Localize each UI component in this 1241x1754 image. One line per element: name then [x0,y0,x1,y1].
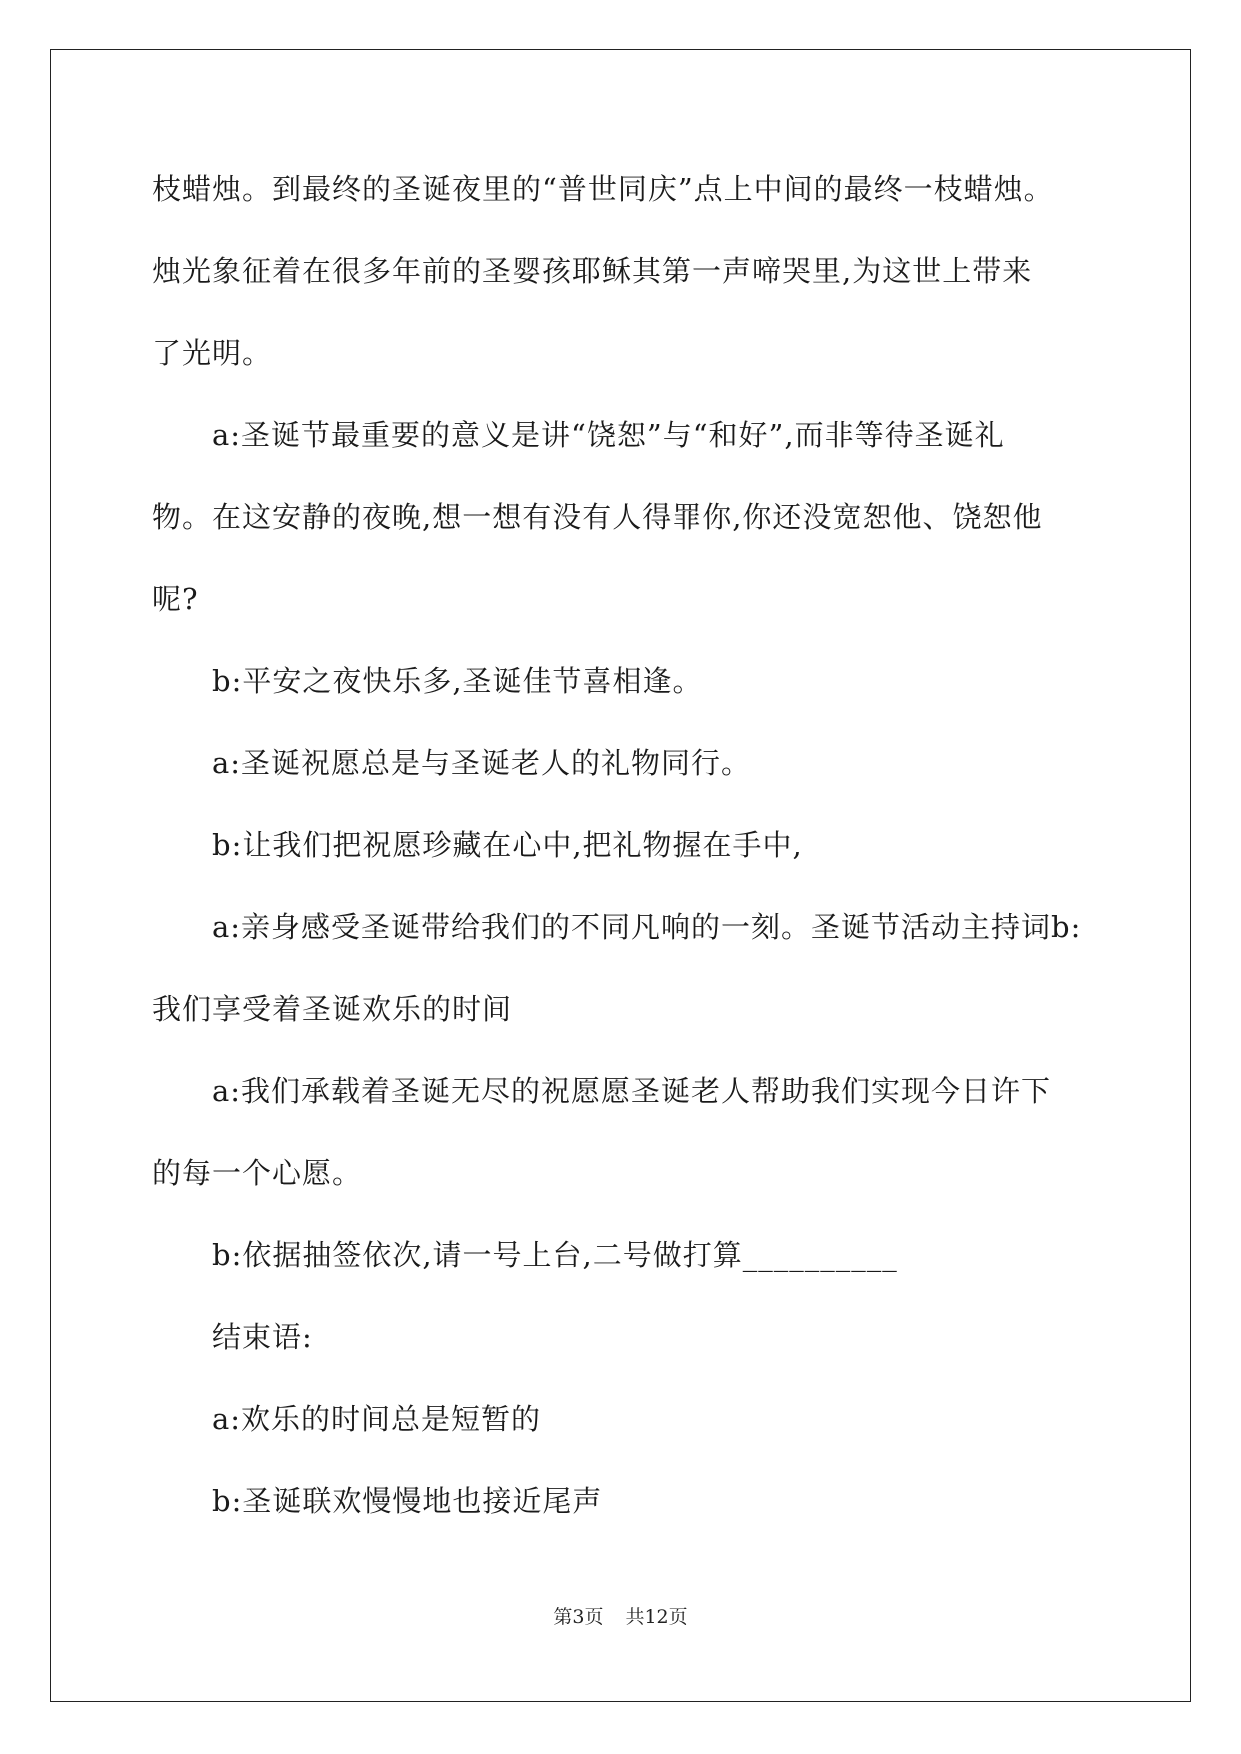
page-number: 第3页 [553,1606,604,1628]
document-line-14: b:依据抽签依次,请一号上台,二号做打算__________ [212,1238,898,1272]
document-line-2: 烛光象征着在很多年前的圣婴孩耶稣其第一声啼哭里,为这世上带来 [152,254,1033,288]
document-line-10: a:亲身感受圣诞带给我们的不同凡响的一刻。圣诞节活动主持词b: [212,910,1082,944]
page-total: 共12页 [625,1606,688,1628]
document-line-5: 物。在这安静的夜晚,想一想有没有人得罪你,你还没宽恕他、饶恕他 [152,500,1043,534]
document-line-13: 的每一个心愿。 [152,1156,363,1190]
document-line-7: b:平安之夜快乐多,圣诞佳节喜相逢。 [212,664,703,698]
document-line-8: a:圣诞祝愿总是与圣诞老人的礼物同行。 [212,746,752,780]
document-line-17: b:圣诞联欢慢慢地也接近尾声 [212,1484,603,1518]
document-line-9: b:让我们把祝愿珍藏在心中,把礼物握在手中, [212,828,803,862]
page-footer [0,1604,1241,1630]
document-line-1: 枝蜡烛。到最终的圣诞夜里的“普世同庆”点上中间的最终一枝蜡烛。 [152,172,1054,206]
page-border [50,49,1191,1702]
document-line-3: 了光明。 [152,336,273,370]
document-line-15: 结束语: [212,1320,313,1354]
document-line-12: a:我们承载着圣诞无尽的祝愿愿圣诞老人帮助我们实现今日许下 [212,1074,1052,1108]
document-line-4: a:圣诞节最重要的意义是讲“饶恕”与“和好”,而非等待圣诞礼 [212,418,1005,452]
document-line-16: a:欢乐的时间总是短暂的 [212,1402,542,1436]
document-line-6: 呢? [152,582,199,616]
document-line-11: 我们享受着圣诞欢乐的时间 [152,992,513,1026]
